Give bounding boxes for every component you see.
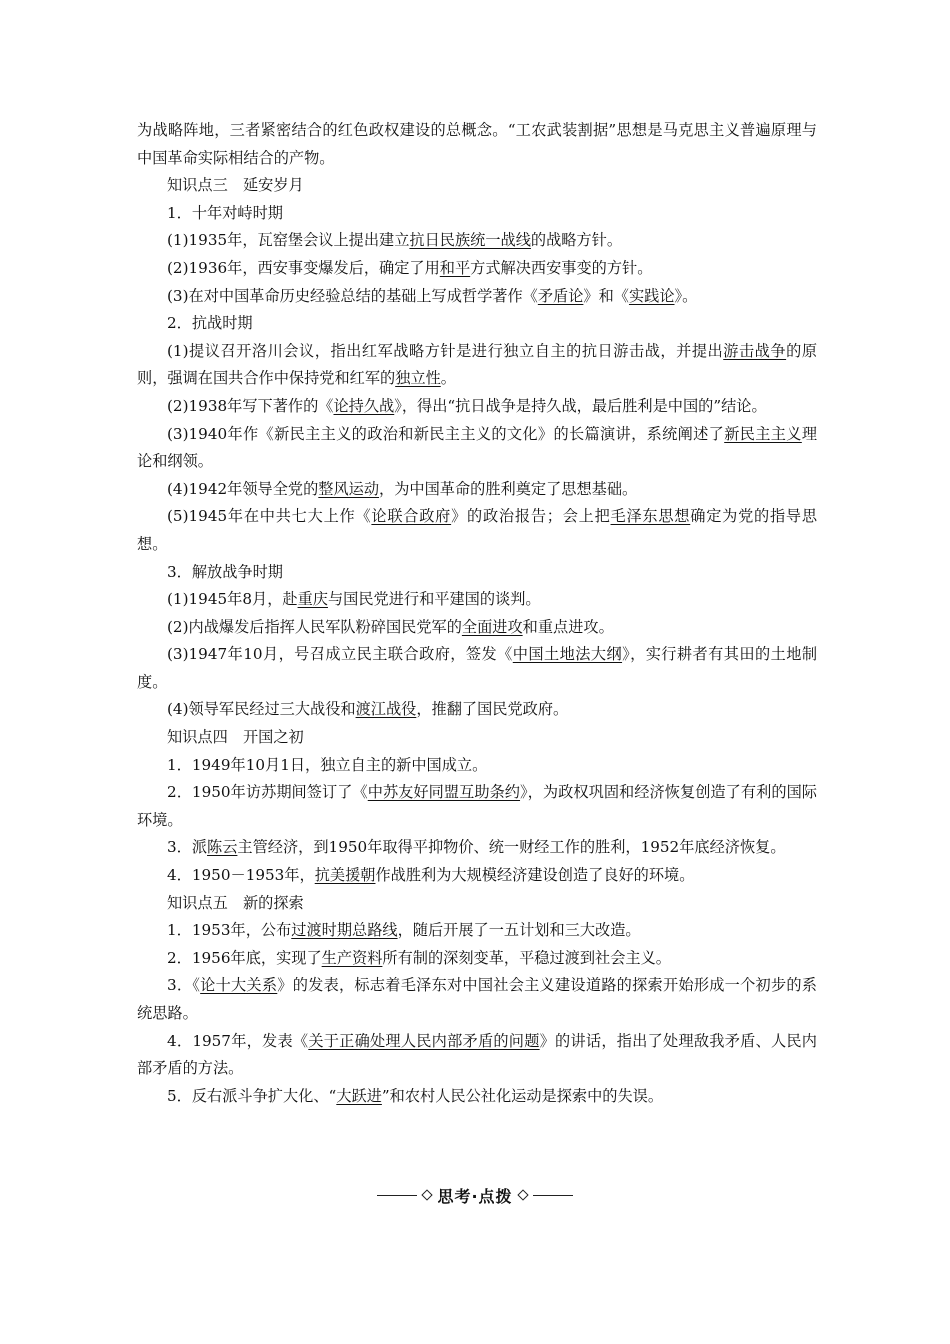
text-run: (5)1945年在中共七大上作《 — [167, 507, 372, 526]
text-run: ，为中国革命的胜利奠定了思想基础。 — [379, 479, 638, 498]
underlined-term: 和平 — [439, 258, 471, 277]
underlined-term: 中苏友好同盟互助条约 — [367, 783, 521, 802]
underlined-term: 矛盾论 — [537, 286, 584, 305]
text-run: 》，得出“抗日战争是持久战，最后胜利是中国的”结论。 — [394, 396, 767, 415]
text-run: 2．1956年底，实现了 — [167, 948, 322, 967]
banner-left-line — [377, 1195, 417, 1196]
text-run: ，随后开展了一五计划和三大改造。 — [397, 921, 641, 940]
underlined-term: 大跃进 — [336, 1086, 382, 1105]
text-run: (3)1947年10月，号召成立民主联合政府，签发《 — [167, 645, 513, 664]
text-run: 所有制的深刻变革，平稳过渡到社会主义。 — [382, 948, 671, 967]
paragraph — [137, 200, 817, 228]
paragraph — [137, 862, 817, 890]
text-run: 知识点五 新的探索 — [167, 893, 304, 912]
text-run: 5．反右派斗争扩大化、“ — [167, 1086, 337, 1105]
underlined-term: 生产资料 — [321, 948, 383, 967]
paragraph — [137, 917, 817, 945]
banner-left-diamond-icon — [422, 1189, 433, 1200]
text-run: 》的政治报告；会上把 — [451, 507, 611, 526]
paragraph — [137, 834, 817, 862]
underlined-term: 实践论 — [628, 286, 675, 305]
paragraph — [137, 724, 817, 752]
text-run: 作战胜利为大规模经济建设创造了良好的环境。 — [375, 866, 695, 885]
text-run: 知识点四 开国之初 — [167, 728, 304, 747]
underlined-term: 论十大关系 — [200, 976, 278, 995]
underlined-term: 游击战争 — [723, 341, 787, 360]
text-run: (2)1936年，西安事变爆发后，确定了用 — [167, 258, 440, 277]
paragraph — [137, 586, 817, 614]
text-run: 为战略阵地，三者紧密结合的红色政权建设的总概念。“工农武装割据”思想是马克思主义普遍原理与中国革命实际相结合的产物。 — [137, 121, 817, 167]
text-run: ”和农村人民公社化运动是探索中的失误。 — [381, 1086, 664, 1105]
text-run: 3．《 — [167, 976, 201, 995]
underlined-term: 关于正确处理人民内部矛盾的问题 — [308, 1031, 540, 1050]
text-run: 1．十年对峙时期 — [167, 203, 283, 222]
text-run: 方式解决西安事变的方针。 — [470, 258, 653, 277]
underlined-term: 中国土地法大纲 — [512, 645, 623, 664]
text-run: 1．1949年10月1日，独立自主的新中国成立。 — [167, 755, 488, 774]
text-run: 知识点三 延安岁月 — [167, 176, 304, 195]
paragraph — [137, 696, 817, 724]
paragraph — [137, 283, 817, 311]
text-run: 的原则，强调在国共合作中保持党和红军的 — [137, 341, 818, 388]
paragraph — [137, 641, 817, 696]
paragraph — [137, 890, 817, 918]
underlined-term: 全面进攻 — [461, 617, 523, 636]
text-run: 。 — [440, 369, 456, 388]
text-run: (2)1938年写下著作的《 — [167, 396, 334, 415]
paragraph — [137, 503, 817, 558]
underlined-term: 抗日民族统一战线 — [409, 231, 531, 250]
paragraph — [137, 421, 817, 476]
paragraph — [137, 255, 817, 283]
text-run: (3)1940年作《新民主主义的政治和新民主主义的文化》的长篇演讲，系统阐述了 — [167, 424, 725, 443]
text-run: 主管经济，到1950年取得平抑物价、统一财经工作的胜利，1952年底经济恢复。 — [237, 838, 786, 857]
paragraph — [137, 310, 817, 338]
underlined-term: 重庆 — [297, 590, 328, 609]
underlined-term: 整风运动 — [318, 479, 380, 498]
section-banner — [0, 1183, 950, 1207]
text-run: 3．解放战争时期 — [167, 562, 283, 581]
underlined-term: 渡江战役 — [355, 700, 417, 719]
text-run: 》的发表，标志着毛泽东对中国社会主义建设道路的探索开始形成一个初步的系统思路。 — [137, 976, 817, 1022]
paragraph — [137, 393, 817, 421]
text-run: (1)1935年，瓦窑堡会议上提出建立 — [167, 231, 410, 250]
text-run: (4)1942年领导全党的 — [167, 479, 319, 498]
underlined-term: 过渡时期总路线 — [291, 921, 398, 940]
text-run: 的战略方针。 — [530, 231, 623, 250]
text-run: 2．抗战时期 — [167, 314, 253, 333]
text-run: ，推翻了国民党政府。 — [416, 700, 569, 719]
text-run: 4．1957年，发表《 — [167, 1031, 309, 1050]
paragraph — [137, 117, 817, 172]
text-run: 》，实行耕者有其田的土地制度。 — [137, 645, 818, 691]
paragraph — [137, 476, 817, 504]
text-run: (2)内战爆发后指挥人民军队粉碎国民党军的 — [167, 617, 462, 636]
text-run: 4．1950－1953年， — [167, 866, 315, 885]
paragraph — [137, 227, 817, 255]
underlined-term: 论持久战 — [333, 396, 395, 415]
paragraph — [137, 559, 817, 587]
underlined-term: 陈云 — [207, 838, 238, 857]
paragraph — [137, 779, 817, 834]
text-run: 和重点进攻。 — [522, 617, 614, 636]
text-run: 》和《 — [583, 286, 629, 305]
paragraph — [137, 945, 817, 973]
paragraph — [137, 752, 817, 780]
underlined-term: 抗美援朝 — [314, 866, 376, 885]
text-run: 确定为党的指导思想。 — [137, 507, 818, 553]
text-run: 3．派 — [167, 838, 208, 857]
underlined-term: 独立性 — [395, 369, 441, 388]
text-run: 》的讲话，指出了处理敌我矛盾、人民内部矛盾的方法。 — [137, 1031, 817, 1078]
underlined-term: 毛泽东思想 — [610, 507, 691, 526]
text-run: (1)1945年8月，赴 — [167, 590, 298, 609]
text-run: 2．1950年访苏期间签订了《 — [167, 783, 368, 802]
paragraph — [137, 614, 817, 642]
text-run: 1．1953年，公布 — [167, 921, 292, 940]
paragraph — [137, 972, 817, 1027]
paragraph — [137, 1028, 817, 1083]
paragraph — [137, 338, 817, 393]
text-run: 与国民党进行和平建国的谈判。 — [327, 590, 541, 609]
paragraph — [137, 1083, 817, 1111]
underlined-term: 论联合政府 — [371, 507, 452, 526]
underlined-term: 新民主主义 — [724, 424, 802, 443]
banner-right-line — [533, 1195, 573, 1196]
paragraph — [137, 172, 817, 200]
text-run: 理论和纲领。 — [137, 424, 817, 471]
text-run: 》。 — [674, 286, 698, 305]
banner-title: 思考·点拨 — [437, 1186, 513, 1206]
banner-right-diamond-icon — [517, 1189, 528, 1200]
text-run: (1)提议召开洛川会议，指出红军战略方针是进行独立自主的抗日游击战，并提出 — [167, 341, 724, 360]
text-run: 》，为政权巩固和经济恢复创造了有利的国际环境。 — [137, 783, 817, 829]
document-body — [137, 117, 817, 1110]
text-run: (4)领导军民经过三大战役和 — [167, 700, 356, 719]
text-run: (3)在对中国革命历史经验总结的基础上写成哲学著作《 — [167, 286, 538, 305]
